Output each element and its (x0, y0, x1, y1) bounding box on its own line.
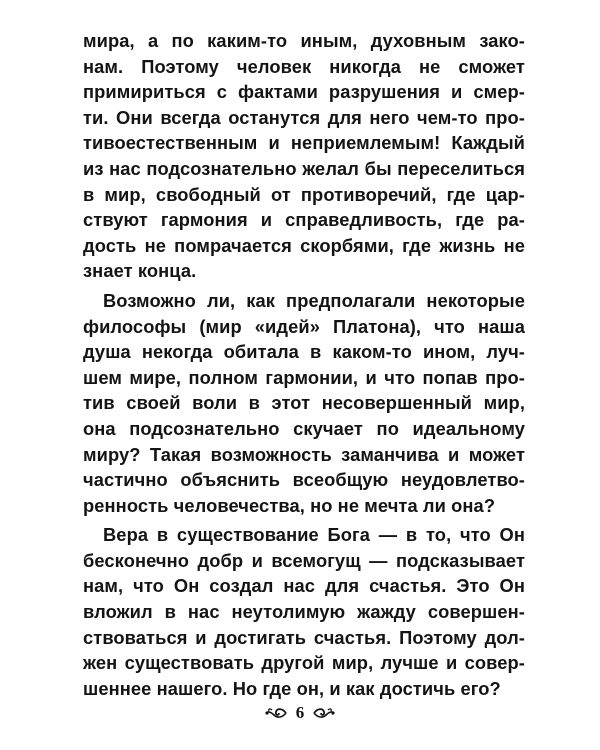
text-line: душа некогда обитала в каком-то ином, луч- (83, 341, 525, 363)
text-line: бесконечно добр и всемогущ — подсказывает (83, 549, 525, 571)
text-line: тив своей воли в этот несовершенный мир, (83, 392, 525, 414)
text-line: знает конца. (83, 260, 197, 282)
text-line: мира, а по каким-то иным, духовным зако- (83, 30, 525, 51)
text-line: ствоваться и достигать счастья. Поэтому дол- (83, 626, 525, 648)
text-line: дость не помрачается скорбями, где жизнь не (83, 234, 525, 256)
swirl-ornament-right-icon (312, 706, 336, 720)
text-line: Возможно ли, как предполагали некоторые (103, 289, 525, 311)
text-line: из нас подсознательно желал бы переселиться (83, 157, 525, 179)
paragraph (83, 288, 525, 518)
text-line: вложил в нас неутолимую жажду совершен- (83, 601, 525, 623)
paragraph (83, 28, 525, 284)
text-line: ствуют гармония и справедливость, где ра- (83, 209, 525, 231)
text-line: тивоестественным и неприемлемым! Каждый (83, 132, 525, 154)
text-line: философы (мир «идей» Платона), что наша (83, 315, 525, 337)
text-line: миру? Такая возможность заманчива и может (83, 443, 525, 465)
text-line: нам, что Он создал нас для счастья. Это Он (83, 575, 525, 597)
text-line: примириться с фактами разрушения и смер- (83, 81, 525, 103)
text-line: Вера в существование Бога — в то, что Он (103, 524, 525, 546)
swirl-ornament-left-icon (264, 706, 288, 720)
body-text (83, 28, 525, 701)
text-line: шем мире, полном гармонии, и что попав про- (83, 366, 525, 388)
text-line: в мир, свободный от противоречий, где цар- (83, 183, 525, 205)
page-number: 6 (295, 703, 305, 722)
text-line: ти. Они всегда останутся для него чем-то про- (83, 106, 525, 128)
text-line: жен существовать другой мир, лучше и совер- (83, 652, 525, 674)
text-line: шеннее нашего. Но где он, и как достичь его? (83, 677, 501, 699)
page-footer (0, 701, 600, 725)
text-line: частично объяснить всеобщую неудовлетво- (83, 469, 525, 491)
paragraph (83, 522, 525, 701)
text-line: она подсознательно скучает по идеальному (83, 417, 525, 439)
text-line: ренность человечества, но не мечта ли она? (83, 494, 496, 516)
text-line: нам. Поэтому человек никогда не сможет (83, 55, 525, 77)
